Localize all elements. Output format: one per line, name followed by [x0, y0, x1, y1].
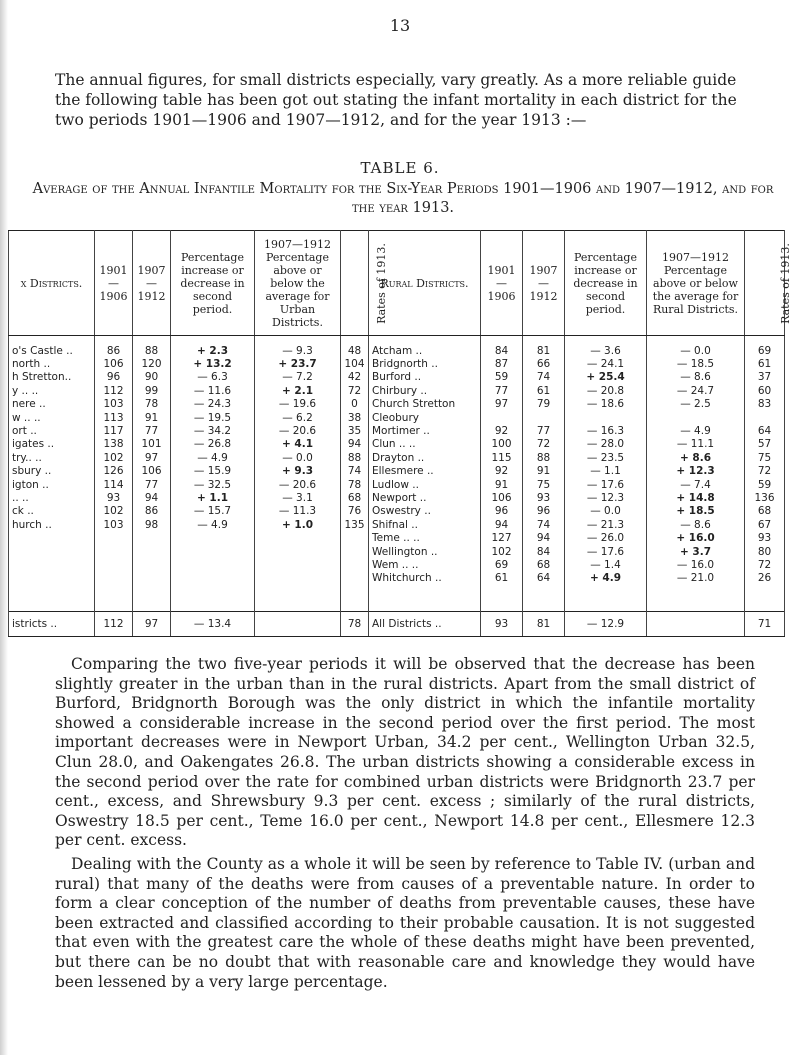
urban-cell-5: 135 — [341, 518, 369, 531]
urban-cell-4: — 11.3 — [255, 505, 341, 518]
header-rural-1901-1906: 1901— 1906 — [481, 231, 523, 336]
urban-cell-3 — [171, 558, 255, 571]
table-row — [9, 531, 785, 544]
urban-cell-0: nere .. — [9, 398, 95, 411]
urban-cell-0: ck .. — [9, 505, 95, 518]
urban-cell-4 — [255, 545, 341, 558]
rural-cell-3 — [565, 411, 647, 424]
rural-cell-1: 97 — [481, 398, 523, 411]
urban-cell-4: — 0.0 — [255, 451, 341, 464]
rural-cell-5: 37 — [745, 371, 785, 384]
table-row — [9, 558, 785, 571]
rural-cell-2: 74 — [523, 371, 565, 384]
urban-cell-3: — 34.2 — [171, 424, 255, 437]
urban-cell-3: — 15.7 — [171, 505, 255, 518]
rural-cell-1: 106 — [481, 491, 523, 504]
rural-cell-5 — [745, 411, 785, 424]
rural-cell-4: — 21.0 — [647, 572, 745, 585]
urban-cell-5 — [341, 558, 369, 571]
urban-cell-1: 106 — [95, 357, 133, 370]
urban-cell-2: 86 — [133, 505, 171, 518]
rural-cell-2 — [523, 411, 565, 424]
rural-cell-5: 64 — [745, 424, 785, 437]
urban-cell-3: — 24.3 — [171, 398, 255, 411]
urban-cell-5: 38 — [341, 411, 369, 424]
rural-cell-5: 60 — [745, 384, 785, 397]
rural-cell-0: Bridgnorth .. — [369, 357, 481, 370]
urban-cell-0: north .. — [9, 357, 95, 370]
urban-cell-3: — 13.4 — [171, 612, 255, 637]
table-row — [9, 451, 785, 464]
rural-cell-3: — 0.0 — [565, 505, 647, 518]
urban-cell-0: y .. .. — [9, 384, 95, 397]
urban-cell-3: — 15.9 — [171, 465, 255, 478]
table-row — [9, 411, 785, 424]
rural-cell-2: 81 — [523, 612, 565, 637]
rural-cell-4: — 7.4 — [647, 478, 745, 491]
urban-cell-1 — [95, 585, 133, 612]
urban-cell-2: 77 — [133, 424, 171, 437]
rural-cell-2: 64 — [523, 572, 565, 585]
rural-cell-3: — 21.3 — [565, 518, 647, 531]
urban-cell-3: — 6.3 — [171, 371, 255, 384]
rural-cell-0: Whitchurch .. — [369, 572, 481, 585]
urban-cell-1: 93 — [95, 491, 133, 504]
rural-cell-2 — [523, 585, 565, 612]
urban-cell-5: 76 — [341, 505, 369, 518]
rural-cell-3: — 12.9 — [565, 612, 647, 637]
urban-cell-2: 78 — [133, 398, 171, 411]
urban-cell-2 — [133, 545, 171, 558]
rural-cell-2: 66 — [523, 357, 565, 370]
rural-cell-2: 72 — [523, 438, 565, 451]
urban-cell-2: 97 — [133, 612, 171, 637]
urban-cell-2 — [133, 558, 171, 571]
urban-cell-4: — 6.2 — [255, 411, 341, 424]
rural-cell-4: + 14.8 — [647, 491, 745, 504]
rural-cell-1: 77 — [481, 384, 523, 397]
rural-cell-2: 96 — [523, 505, 565, 518]
header-rural-districts: Rural Districts. — [369, 231, 481, 336]
rural-cell-2: 79 — [523, 398, 565, 411]
urban-cell-3: — 4.9 — [171, 518, 255, 531]
table-row — [9, 505, 785, 518]
urban-cell-5 — [341, 531, 369, 544]
rural-cell-2: 94 — [523, 531, 565, 544]
rural-cell-5: 72 — [745, 465, 785, 478]
header-urban-1907-1912: 1907— 1912 — [133, 231, 171, 336]
urban-cell-4: — 9.3 — [255, 336, 341, 358]
rural-cell-1: 92 — [481, 465, 523, 478]
rural-cell-4: — 18.5 — [647, 357, 745, 370]
urban-cell-2: 99 — [133, 384, 171, 397]
urban-cell-5: 78 — [341, 612, 369, 637]
rural-cell-1 — [481, 585, 523, 612]
urban-cell-5 — [341, 585, 369, 612]
header-urban-rates-1913 — [341, 231, 388, 336]
rural-cell-1: 94 — [481, 518, 523, 531]
rural-cell-3: — 16.3 — [565, 424, 647, 437]
urban-cell-1: 112 — [95, 384, 133, 397]
rural-cell-5: 83 — [745, 398, 785, 411]
rural-cell-2: 88 — [523, 451, 565, 464]
urban-cell-3: — 32.5 — [171, 478, 255, 491]
paragraph-county: Dealing with the County as a whole it will be seen by reference to Table IV. (urban and rural) that many of the deaths were from causes of a preventable nature. In order to form a clear conception of the number of deaths from preventable causes, these have been extracted and classified according to their probable causation. It is not suggested that even with the greatest care the whole of these deaths might have been prevented, but there can be no doubt that with reasonable care and knowledge they would have been lessened by a very large percentage. — [55, 855, 755, 991]
urban-cell-4: — 20.6 — [255, 478, 341, 491]
header-urban-pct-change: Percentage increase or decrease in second period. — [171, 231, 255, 336]
rural-cell-3: — 3.6 — [565, 336, 647, 358]
urban-cell-5: 104 — [341, 357, 369, 370]
urban-cell-2: 101 — [133, 438, 171, 451]
rural-cell-0: Chirbury .. — [369, 384, 481, 397]
table-row — [9, 336, 785, 358]
header-urban-rates-label: Rates of 1913. — [374, 242, 388, 324]
rural-cell-4 — [647, 585, 745, 612]
urban-cell-0: .. .. — [9, 491, 95, 504]
rural-cell-4 — [647, 411, 745, 424]
rural-cell-5: 57 — [745, 438, 785, 451]
urban-cell-3: — 11.6 — [171, 384, 255, 397]
urban-cell-1 — [95, 545, 133, 558]
table-spacer-row — [9, 585, 785, 612]
rural-cell-0: Wem .. .. — [369, 558, 481, 571]
rural-cell-2: 75 — [523, 478, 565, 491]
urban-cell-0 — [9, 572, 95, 585]
rural-cell-3: — 1.4 — [565, 558, 647, 571]
rural-cell-0: Teme .. .. — [369, 531, 481, 544]
urban-cell-4: + 4.1 — [255, 438, 341, 451]
paragraph-comparison: Comparing the two five-year periods it will be observed that the decrease has been slightly greater in the urban than in the rural districts. Apart from the small district of Burford, Bridgnorth Borough was the only district in which the infantile mortality showed a considerable increase in the second period over the first period. The most important decreases were in Newport Urban, 34.2 per cent., Wellington Urban 32.5, Clun 28.0, and Oakengates 26.8. The urban districts showing a considerable excess in the second period over the rate for combined urban districts were Bridgnorth 23.7 per cent., excess, and Shrewsbury 9.3 per cent. excess ; similarly of the rural districts, Oswestry 18.5 per cent., Teme 16.0 per cent., Newport 14.8 per cent., Ellesmere 12.3 per cent. excess. — [55, 655, 755, 850]
table-row — [9, 424, 785, 437]
rural-cell-2: 84 — [523, 545, 565, 558]
urban-cell-0: igates .. — [9, 438, 95, 451]
table-row — [9, 491, 785, 504]
urban-cell-0: try.. .. — [9, 451, 95, 464]
rural-cell-0: Burford .. — [369, 371, 481, 384]
urban-cell-4 — [255, 531, 341, 544]
urban-cell-3: + 1.1 — [171, 491, 255, 504]
rural-cell-1: 102 — [481, 545, 523, 558]
rural-cell-4: + 8.6 — [647, 451, 745, 464]
urban-cell-1: 113 — [95, 411, 133, 424]
rural-cell-3: — 17.6 — [565, 545, 647, 558]
urban-cell-4 — [255, 572, 341, 585]
urban-cell-0: hurch .. — [9, 518, 95, 531]
rural-cell-4: — 2.5 — [647, 398, 745, 411]
mortality-table — [8, 230, 792, 637]
table-row — [9, 384, 785, 397]
rural-cell-3: — 1.1 — [565, 465, 647, 478]
urban-cell-2: 77 — [133, 478, 171, 491]
rural-cell-1: 115 — [481, 451, 523, 464]
urban-cell-1: 86 — [95, 336, 133, 358]
rural-cell-2: 77 — [523, 424, 565, 437]
rural-cell-4: + 3.7 — [647, 545, 745, 558]
rural-cell-3: — 23.5 — [565, 451, 647, 464]
table-row — [9, 478, 785, 491]
rural-cell-5: 61 — [745, 357, 785, 370]
urban-cell-4: — 7.2 — [255, 371, 341, 384]
urban-cell-5: 68 — [341, 491, 369, 504]
rural-cell-1: 69 — [481, 558, 523, 571]
urban-cell-2: 97 — [133, 451, 171, 464]
header-urban-pct-avg: 1907—1912 Percentage above or below the average for Urban Districts. — [255, 231, 341, 336]
rural-cell-1: 87 — [481, 357, 523, 370]
page-number: 13 — [389, 16, 411, 35]
rural-cell-4: — 16.0 — [647, 558, 745, 571]
urban-cell-0: istricts .. — [9, 612, 95, 637]
urban-cell-1 — [95, 558, 133, 571]
rural-cell-3: — 24.1 — [565, 357, 647, 370]
urban-cell-0: igton .. — [9, 478, 95, 491]
urban-cell-4 — [255, 558, 341, 571]
urban-cell-1: 114 — [95, 478, 133, 491]
rural-cell-3: — 17.6 — [565, 478, 647, 491]
rural-cell-4: — 24.7 — [647, 384, 745, 397]
urban-cell-2 — [133, 572, 171, 585]
urban-cell-2: 90 — [133, 371, 171, 384]
rural-cell-0: Clun .. .. — [369, 438, 481, 451]
urban-cell-0 — [9, 545, 95, 558]
urban-cell-1: 103 — [95, 398, 133, 411]
table-total-row — [9, 612, 785, 637]
rural-cell-0: Oswestry .. — [369, 505, 481, 518]
table-row — [9, 371, 785, 384]
table-row — [9, 438, 785, 451]
rural-cell-0: Newport .. — [369, 491, 481, 504]
rural-cell-4: + 18.5 — [647, 505, 745, 518]
rural-cell-1: 127 — [481, 531, 523, 544]
rural-cell-5: 69 — [745, 336, 785, 358]
rural-cell-2: 93 — [523, 491, 565, 504]
header-urban-1901-1906: 1901— 1906 — [95, 231, 133, 336]
rural-cell-2: 74 — [523, 518, 565, 531]
urban-cell-2: 88 — [133, 336, 171, 358]
urban-cell-4 — [255, 585, 341, 612]
rural-cell-5: 67 — [745, 518, 785, 531]
header-rural-pct-avg: 1907—1912 Percentage above or below the average for Rural Districts. — [647, 231, 745, 336]
urban-cell-3: — 26.8 — [171, 438, 255, 451]
urban-cell-3 — [171, 545, 255, 558]
urban-cell-3 — [171, 531, 255, 544]
rural-cell-0: Wellington .. — [369, 545, 481, 558]
rural-cell-3: — 28.0 — [565, 438, 647, 451]
urban-cell-3: — 19.5 — [171, 411, 255, 424]
urban-cell-5: 35 — [341, 424, 369, 437]
urban-cell-3: + 13.2 — [171, 357, 255, 370]
intro-paragraph: The annual figures, for small districts especially, vary greatly. As a more reliable guide the following table has been got out stating the infant mortality in each district for the two periods 1901—1906 and 1907—1912, and for the year 1913 :— — [55, 71, 737, 129]
rural-cell-4: — 8.6 — [647, 518, 745, 531]
urban-cell-2: 94 — [133, 491, 171, 504]
urban-cell-4: + 2.1 — [255, 384, 341, 397]
rural-cell-4 — [647, 612, 745, 637]
urban-cell-2: 106 — [133, 465, 171, 478]
rural-cell-1: 59 — [481, 371, 523, 384]
rural-cell-4: — 0.0 — [647, 336, 745, 358]
urban-cell-1: 117 — [95, 424, 133, 437]
rural-cell-3: — 26.0 — [565, 531, 647, 544]
table-header-row — [9, 231, 785, 336]
urban-cell-5: 74 — [341, 465, 369, 478]
rural-cell-5: 26 — [745, 572, 785, 585]
urban-cell-1: 138 — [95, 438, 133, 451]
urban-cell-1: 103 — [95, 518, 133, 531]
rural-cell-5 — [745, 585, 785, 612]
rural-cell-0: Mortimer .. — [369, 424, 481, 437]
rural-cell-2: 81 — [523, 336, 565, 358]
urban-cell-3: + 2.3 — [171, 336, 255, 358]
table-row — [9, 357, 785, 370]
table-row — [9, 572, 785, 585]
table-row — [9, 465, 785, 478]
header-rural-rates-label: Rates of 1913. — [778, 242, 792, 324]
urban-cell-5: 48 — [341, 336, 369, 358]
urban-cell-5: 42 — [341, 371, 369, 384]
header-rural-pct-change: Percentage increase or decrease in second period. — [565, 231, 647, 336]
rural-cell-2: 91 — [523, 465, 565, 478]
urban-cell-4: — 20.6 — [255, 424, 341, 437]
urban-cell-1: 126 — [95, 465, 133, 478]
urban-cell-2 — [133, 585, 171, 612]
urban-cell-5: 78 — [341, 478, 369, 491]
rural-cell-2: 68 — [523, 558, 565, 571]
urban-cell-1: 102 — [95, 451, 133, 464]
rural-cell-1: 84 — [481, 336, 523, 358]
rural-cell-1: 93 — [481, 612, 523, 637]
urban-cell-4 — [255, 612, 341, 637]
rural-cell-0 — [369, 585, 481, 612]
rural-cell-5: 80 — [745, 545, 785, 558]
urban-cell-0: o's Castle .. — [9, 336, 95, 358]
urban-cell-5: 72 — [341, 384, 369, 397]
urban-cell-2: 98 — [133, 518, 171, 531]
urban-cell-5: 0 — [341, 398, 369, 411]
rural-cell-3: — 12.3 — [565, 491, 647, 504]
rural-cell-4: + 12.3 — [647, 465, 745, 478]
rural-cell-5: 68 — [745, 505, 785, 518]
urban-cell-2: 91 — [133, 411, 171, 424]
rural-cell-0: Atcham .. — [369, 336, 481, 358]
rural-cell-5: 71 — [745, 612, 785, 637]
header-urban-districts: x Districts. — [9, 231, 95, 336]
urban-cell-0 — [9, 585, 95, 612]
rural-cell-3: — 20.8 — [565, 384, 647, 397]
urban-cell-0: w .. .. — [9, 411, 95, 424]
urban-cell-0: ort .. — [9, 424, 95, 437]
urban-cell-1: 102 — [95, 505, 133, 518]
rural-cell-0: Shifnal .. — [369, 518, 481, 531]
table-body — [9, 336, 785, 637]
rural-cell-4: — 4.9 — [647, 424, 745, 437]
table-row — [9, 398, 785, 411]
table-caption: Average of the Annual Infantile Mortality for the Six-Year Periods 1901—1906 and 1907—1912, and for the year 1913. — [32, 181, 774, 216]
rural-cell-0: Ellesmere .. — [369, 465, 481, 478]
rural-cell-5: 75 — [745, 451, 785, 464]
urban-cell-0 — [9, 531, 95, 544]
rural-cell-2: 61 — [523, 384, 565, 397]
rural-cell-3: + 4.9 — [565, 572, 647, 585]
urban-cell-4: + 9.3 — [255, 465, 341, 478]
urban-cell-4: + 1.0 — [255, 518, 341, 531]
header-rural-1907-1912: 1907— 1912 — [523, 231, 565, 336]
rural-cell-4: — 8.6 — [647, 371, 745, 384]
urban-cell-5 — [341, 572, 369, 585]
urban-cell-4: — 19.6 — [255, 398, 341, 411]
rural-cell-4: + 16.0 — [647, 531, 745, 544]
urban-cell-4: + 23.7 — [255, 357, 341, 370]
rural-cell-3 — [565, 585, 647, 612]
urban-cell-0: h Stretton.. — [9, 371, 95, 384]
urban-cell-5: 88 — [341, 451, 369, 464]
urban-cell-1 — [95, 572, 133, 585]
rural-cell-3: — 18.6 — [565, 398, 647, 411]
rural-cell-1: 100 — [481, 438, 523, 451]
urban-cell-1: 112 — [95, 612, 133, 637]
table-title: TABLE 6. — [360, 159, 440, 177]
rural-cell-5: 136 — [745, 491, 785, 504]
table-row — [9, 518, 785, 531]
urban-cell-4: — 3.1 — [255, 491, 341, 504]
rural-cell-0: Church Stretton — [369, 398, 481, 411]
rural-cell-5: 93 — [745, 531, 785, 544]
rural-cell-0: All Districts .. — [369, 612, 481, 637]
rural-cell-1: 61 — [481, 572, 523, 585]
rural-cell-0: Cleobury — [369, 411, 481, 424]
urban-cell-5 — [341, 545, 369, 558]
table-row — [9, 545, 785, 558]
rural-cell-1: 96 — [481, 505, 523, 518]
urban-cell-3 — [171, 585, 255, 612]
urban-cell-5: 94 — [341, 438, 369, 451]
urban-cell-1 — [95, 531, 133, 544]
urban-cell-3: — 4.9 — [171, 451, 255, 464]
rural-cell-5: 59 — [745, 478, 785, 491]
rural-cell-1 — [481, 411, 523, 424]
rural-cell-5: 72 — [745, 558, 785, 571]
rural-cell-0: Drayton .. — [369, 451, 481, 464]
rural-cell-0: Ludlow .. — [369, 478, 481, 491]
urban-cell-2: 120 — [133, 357, 171, 370]
urban-cell-2 — [133, 531, 171, 544]
urban-cell-1: 96 — [95, 371, 133, 384]
urban-cell-0: sbury .. — [9, 465, 95, 478]
rural-cell-1: 91 — [481, 478, 523, 491]
urban-cell-3 — [171, 572, 255, 585]
rural-cell-3: + 25.4 — [565, 371, 647, 384]
header-rural-rates-1913 — [745, 231, 792, 336]
rural-cell-4: — 11.1 — [647, 438, 745, 451]
rural-cell-1: 92 — [481, 424, 523, 437]
urban-cell-0 — [9, 558, 95, 571]
